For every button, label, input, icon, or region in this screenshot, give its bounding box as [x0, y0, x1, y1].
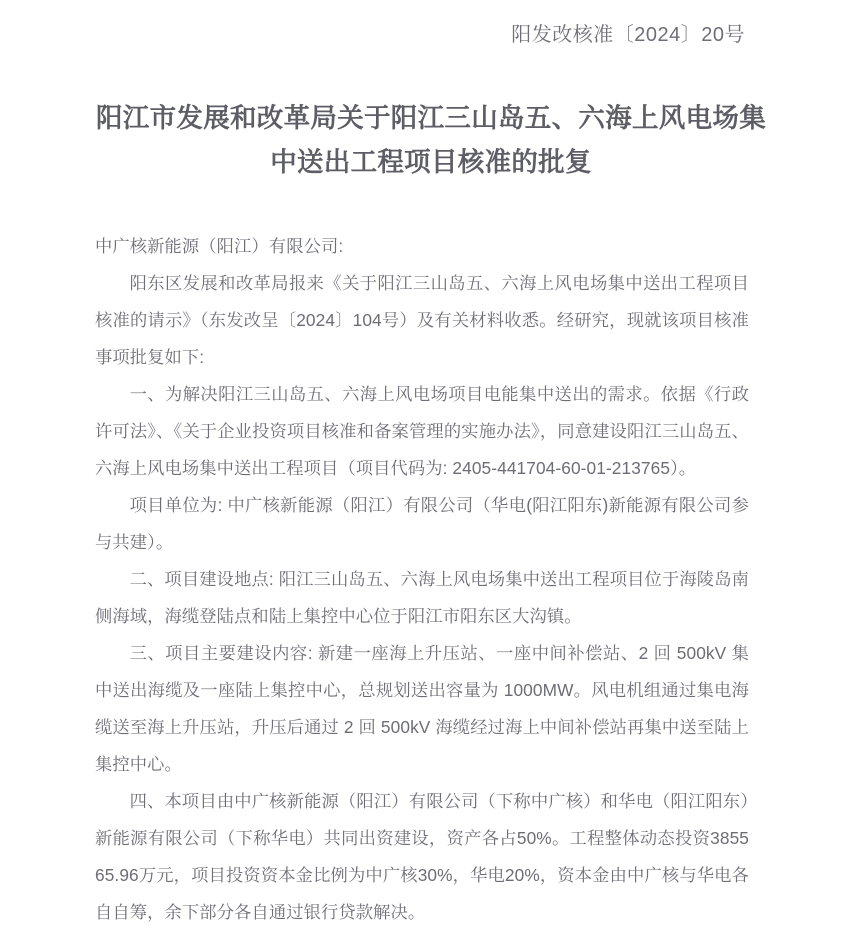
document-number: 阳发改核准〔2024〕20号 [511, 24, 745, 46]
paragraph-item-3: 三、项目主要建设内容: 新建一座海上升压站、一座中间补偿站、2 回 500kV 集中送出海缆及一座陆上集控中心，总规划送出容量为 1000MW。风电机组通过集电海缆送至海上升压站，升压后通过 2 回 500kV 海缆经过海上中间补偿站再集中送至陆上集控中心。 [95, 643, 749, 774]
paragraph-item-1: 一、为解决阳江三山岛五、六海上风电场项目电能集中送出的需求。依据《行政许可法》、《关于企业投资项目核准和备案管理的实施办法》，同意建设阳江三山岛五、六海上风电场集中送出工程项目（项目代码为: 2405-441704-60-01-213765）。 [95, 384, 749, 478]
paragraph-item-1-project-unit: 项目单位为: 中广核新能源（阳江）有限公司（华电(阳江阳东)新能源有限公司参与共建）。 [95, 495, 749, 552]
title-block [95, 96, 767, 184]
document-body [95, 228, 749, 931]
paragraph-item-2: 二、项目建设地点: 阳江三山岛五、六海上风电场集中送出工程项目位于海陵岛南侧海域，海缆登陆点和陆上集控中心位于阳江市阳东区大沟镇。 [95, 569, 749, 626]
paragraph-preamble: 阳东区发展和改革局报来《关于阳江三山岛五、六海上风电场集中送出工程项目核准的请示》（东发改呈〔2024〕104号）及有关材料收悉。经研究，现就该项目核准事项批复如下: [95, 273, 749, 367]
paragraph-item-4: 四、本项目由中广核新能源（阳江）有限公司（下称中广核）和华电（阳江阳东）新能源有限公司（下称华电）共同出资建设，资产各占50%。工程整体动态投资385565.96万元，项目投资资本金比例为中广核30%，华电20%，资本金由中广核与华电各自自筹，余下部分各自通过银行贷款解决。 [95, 791, 749, 922]
page-title: 阳江市发展和改革局关于阳江三山岛五、六海上风电场集中送出工程项目核准的批复 [96, 103, 766, 177]
recipient-line: 中广核新能源（阳江）有限公司: [95, 236, 344, 256]
document-number-row [95, 20, 745, 50]
